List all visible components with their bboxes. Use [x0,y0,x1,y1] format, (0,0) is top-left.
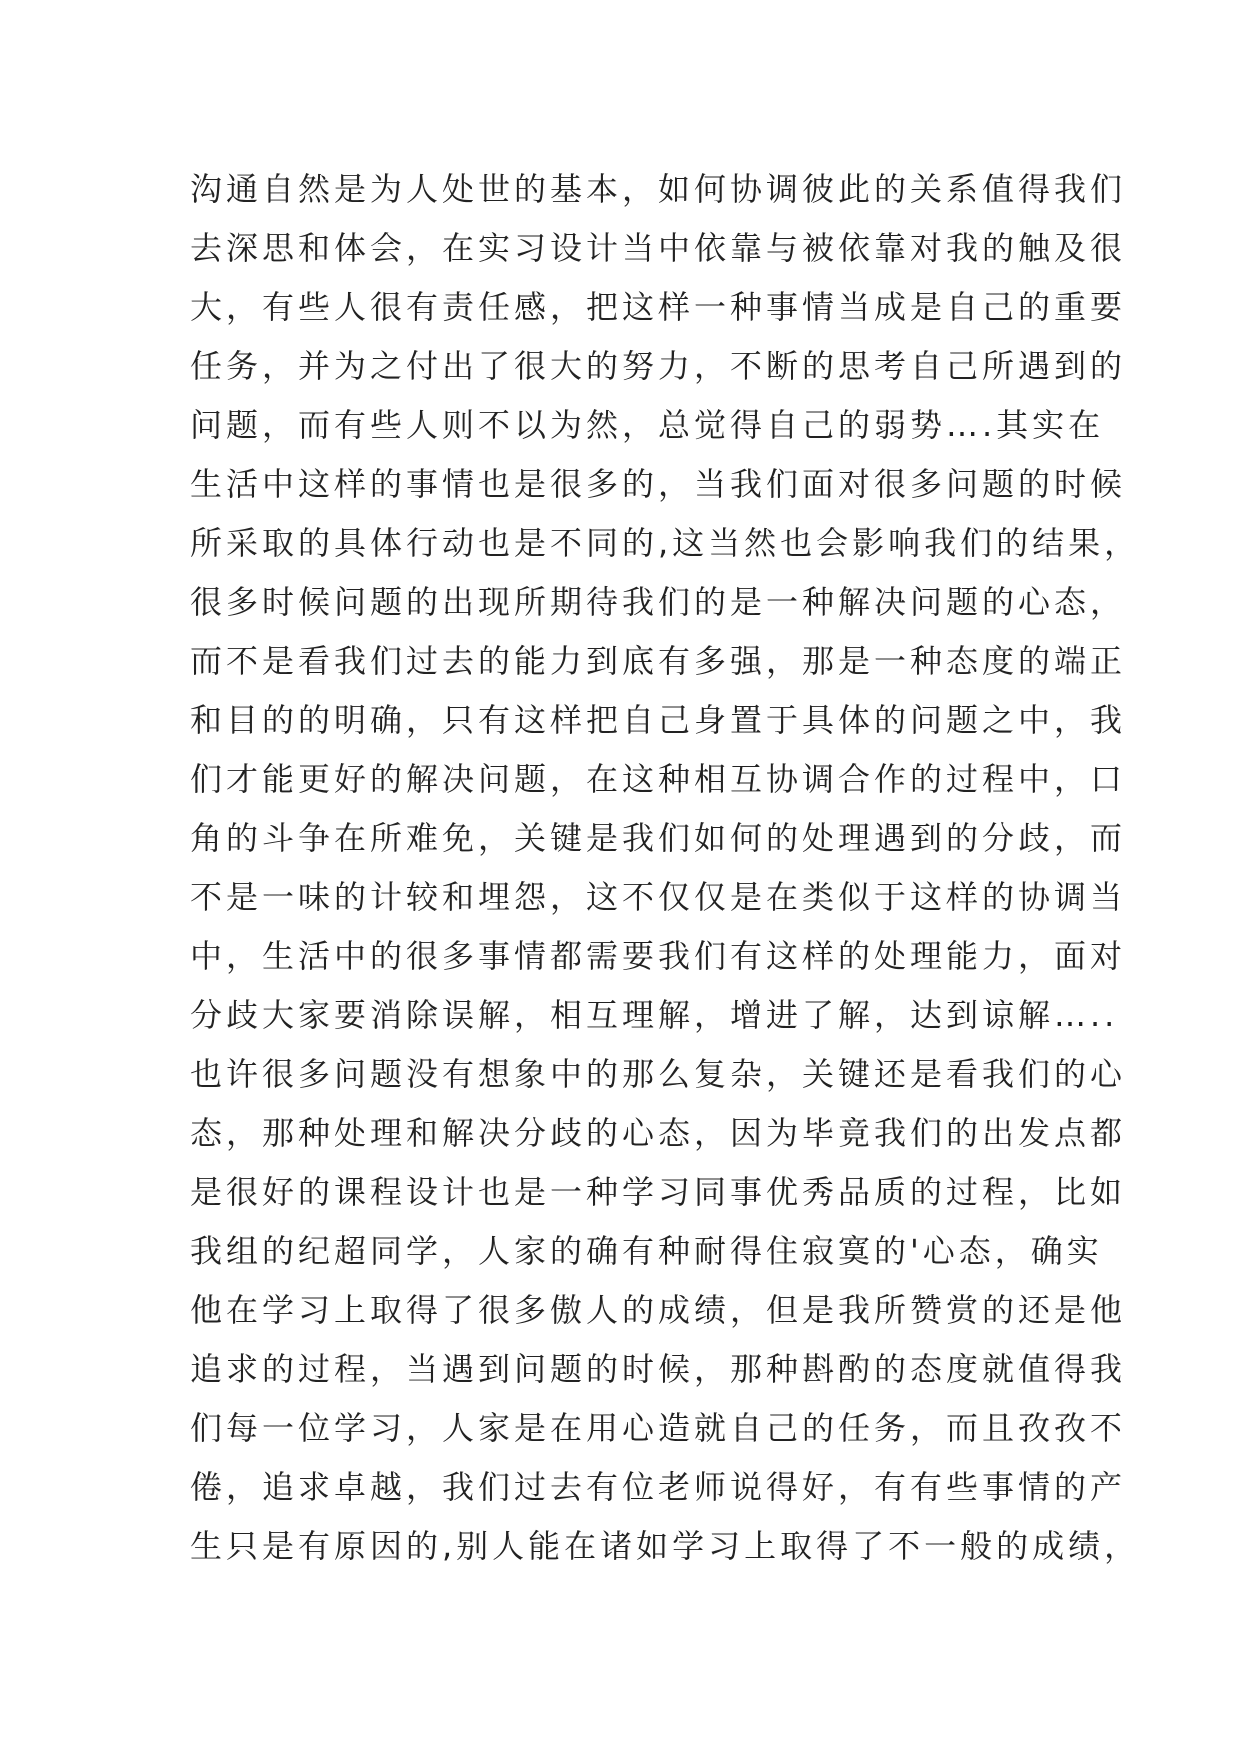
text-line: 不是一味的计较和埋怨，这不仅仅是在类似于这样的协调当 [190,878,1127,916]
text-line: 们才能更好的解决问题，在这种相互协调合作的过程中，口 [190,760,1127,798]
text-line: 问题，而有些人则不以为然，总觉得自己的弱势….其实在 [190,406,1105,444]
text-line: 大，有些人很有责任感，把这样一种事情当成是自己的重要 [190,288,1127,326]
text-line: 生只是有原因的,别人能在诸如学习上取得了不一般的成绩， [190,1527,1141,1565]
text-line: 去深思和体会，在实习设计当中依靠与被依靠对我的触及很 [190,229,1127,267]
text-line: 和目的的明确，只有这样把自己身置于具体的问题之中，我 [190,701,1127,739]
text-line: 他在学习上取得了很多傲人的成绩，但是我所赞赏的还是他 [190,1291,1127,1329]
text-line: 也许很多问题没有想象中的那么复杂，关键还是看我们的心 [190,1055,1127,1093]
text-line: 任务，并为之付出了很大的努力，不断的思考自己所遇到的 [190,347,1127,385]
text-line: 倦，追求卓越，我们过去有位老师说得好，有有些事情的产 [190,1468,1127,1506]
text-line: 追求的过程，当遇到问题的时候，那种斟酌的态度就值得我 [190,1350,1127,1388]
text-line: 们每一位学习，人家是在用心造就自己的任务，而且孜孜不 [190,1409,1127,1447]
text-line: 沟通自然是为人处世的基本，如何协调彼此的关系值得我们 [190,170,1127,208]
text-line: 中，生活中的很多事情都需要我们有这样的处理能力，面对 [190,937,1127,975]
text-line: 很多时候问题的出现所期待我们的是一种解决问题的心态， [190,583,1127,621]
text-line: 所采取的具体行动也是不同的,这当然也会影响我们的结果， [190,524,1141,562]
text-line: 是很好的课程设计也是一种学习同事优秀品质的过程，比如 [190,1173,1127,1211]
text-line: 生活中这样的事情也是很多的，当我们面对很多问题的时候 [190,465,1127,503]
text-line: 我组的纪超同学，人家的确有种耐得住寂寞的'心态，确实 [190,1232,1103,1270]
body-paragraph [190,160,1141,1576]
text-line: 而不是看我们过去的能力到底有多强，那是一种态度的端正 [190,642,1127,680]
text-line: 分歧大家要消除误解，相互理解，增进了解，达到谅解….. [190,996,1119,1034]
text-line: 态，那种处理和解决分歧的心态，因为毕竟我们的出发点都 [190,1114,1127,1152]
text-line: 角的斗争在所难免，关键是我们如何的处理遇到的分歧，而 [190,819,1127,857]
